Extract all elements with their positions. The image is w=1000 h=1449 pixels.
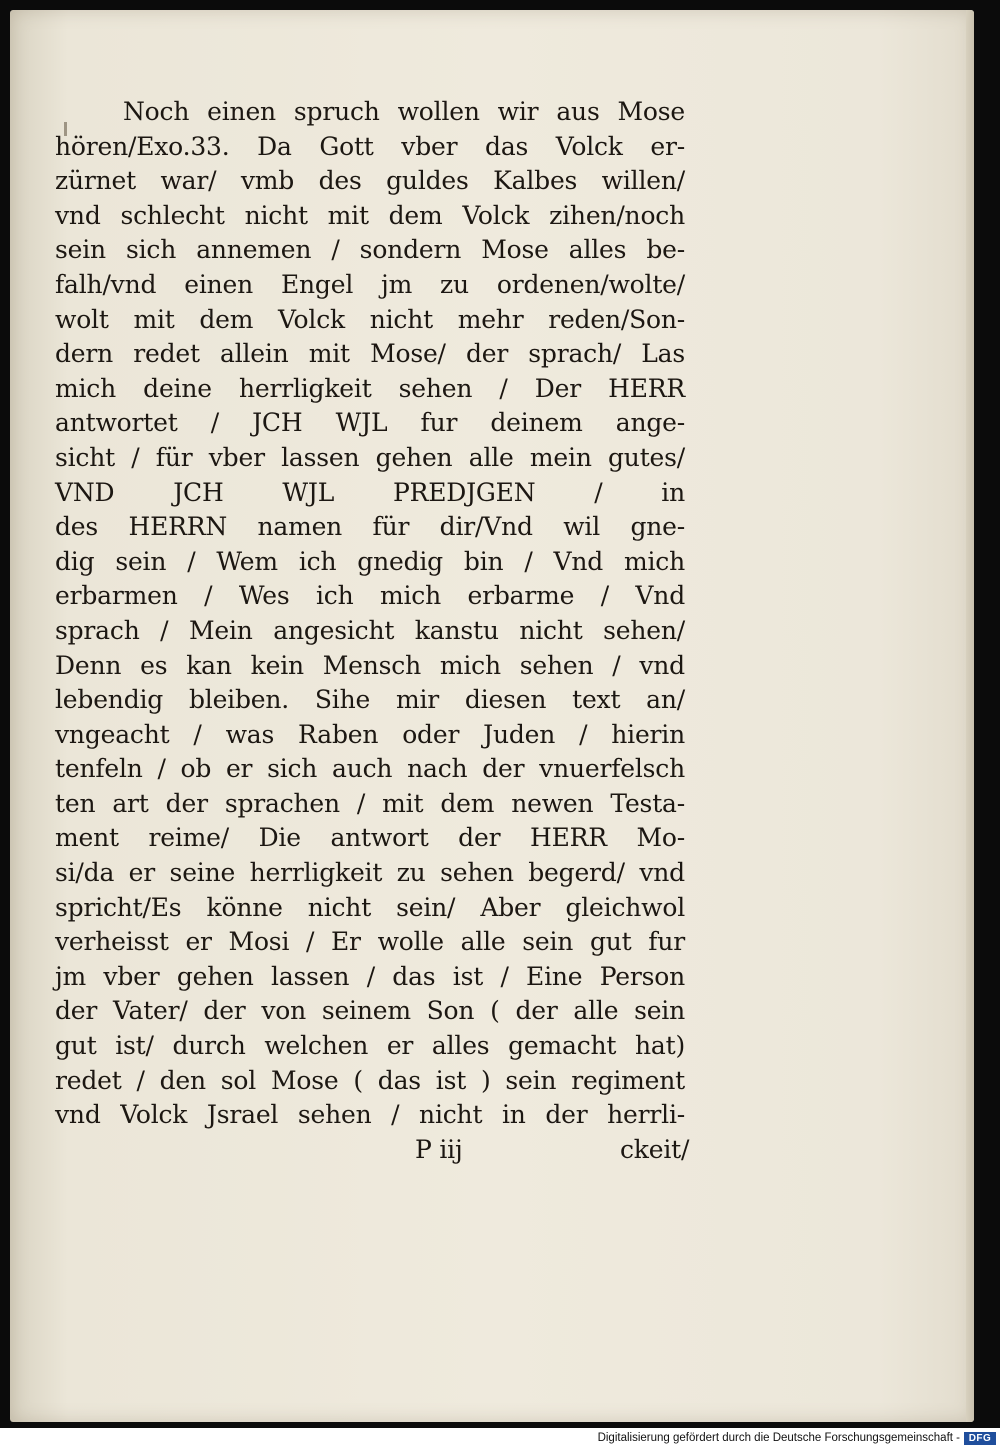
- page-edge: [966, 10, 974, 1422]
- signature-mark: P iij: [415, 1134, 463, 1164]
- text-line: jm vber gehen lassen / das ist / Eine Person: [55, 961, 685, 991]
- footer-credit: Digitalisierung gefördert durch die Deutsche Forschungsgemeinschaft -: [597, 1432, 960, 1444]
- text-line: sprach / Mein angesicht kanstu nicht sehen/: [55, 615, 685, 645]
- signature-line: [55, 1133, 690, 1168]
- text-line: wolt mit dem Volck nicht mehr reden/Son-: [55, 304, 685, 334]
- text-line: gut ist/ durch welchen er alles gemacht hat): [55, 1031, 685, 1061]
- text-line: dern redet allein mit Mose/ der sprach/ Las: [55, 339, 685, 369]
- text-line: mich deine herrligkeit sehen / Der HERR: [55, 373, 685, 403]
- text-line: antwortet / JCH WJL fur deinem ange-: [55, 408, 685, 438]
- text-line: tenfeln / ob er sich auch nach der vnuerfelsch: [55, 754, 685, 784]
- text-line: ten art der sprachen / mit dem newen Testa-: [55, 788, 685, 818]
- text-line: si/da er seine herrligkeit zu sehen begerd/ vnd: [55, 858, 685, 888]
- text-line: der Vater/ der von seinem Son ( der alle sein: [55, 996, 685, 1026]
- text-line: sicht / für vber lassen gehen alle mein gutes/: [55, 442, 685, 472]
- text-line: spricht/Es könne nicht sein/ Aber gleichwol: [55, 892, 685, 922]
- text-line: vngeacht / was Raben oder Juden / hierin: [55, 719, 685, 749]
- text-line: VND JCH WJL PREDJGEN / in: [55, 477, 685, 507]
- text-block: [55, 95, 690, 1167]
- text-line: Denn es kan kein Mensch mich sehen / vnd: [55, 650, 685, 680]
- text-line: zürnet war/ vmb des guldes Kalbes willen/: [55, 166, 685, 196]
- text-line: dig sein / Wem ich gnedig bin / Vnd mich: [55, 546, 685, 576]
- text-line: des HERRN namen für dir/Vnd wil gne-: [55, 512, 685, 542]
- text-line: erbarmen / Wes ich mich erbarme / Vnd: [55, 581, 685, 611]
- text-line: vnd schlecht nicht mit dem Volck zihen/noch: [55, 200, 685, 230]
- text-line: verheisst er Mosi / Er wolle alle sein gut fur: [55, 927, 685, 957]
- catchword: ckeit/: [620, 1134, 690, 1164]
- text-line: ment reime/ Die antwort der HERR Mo-: [55, 823, 685, 853]
- text-line: sein sich annemen / sondern Mose alles be-: [55, 235, 685, 265]
- text-line: vnd Volck Jsrael sehen / nicht in der herrli-: [55, 1100, 685, 1130]
- text-line: lebendig bleiben. Sihe mir diesen text an/: [55, 685, 685, 715]
- text-line: redet / den sol Mose ( das ist ) sein regiment: [55, 1065, 685, 1095]
- text-line: hören/Exo.33. Da Gott vber das Volck er-: [55, 131, 685, 161]
- text-line: Noch einen spruch wollen wir aus Mose: [123, 97, 685, 126]
- dfg-logo-icon: DFG: [964, 1432, 996, 1445]
- text-line: falh/vnd einen Engel jm zu ordenen/wolte/: [55, 269, 685, 299]
